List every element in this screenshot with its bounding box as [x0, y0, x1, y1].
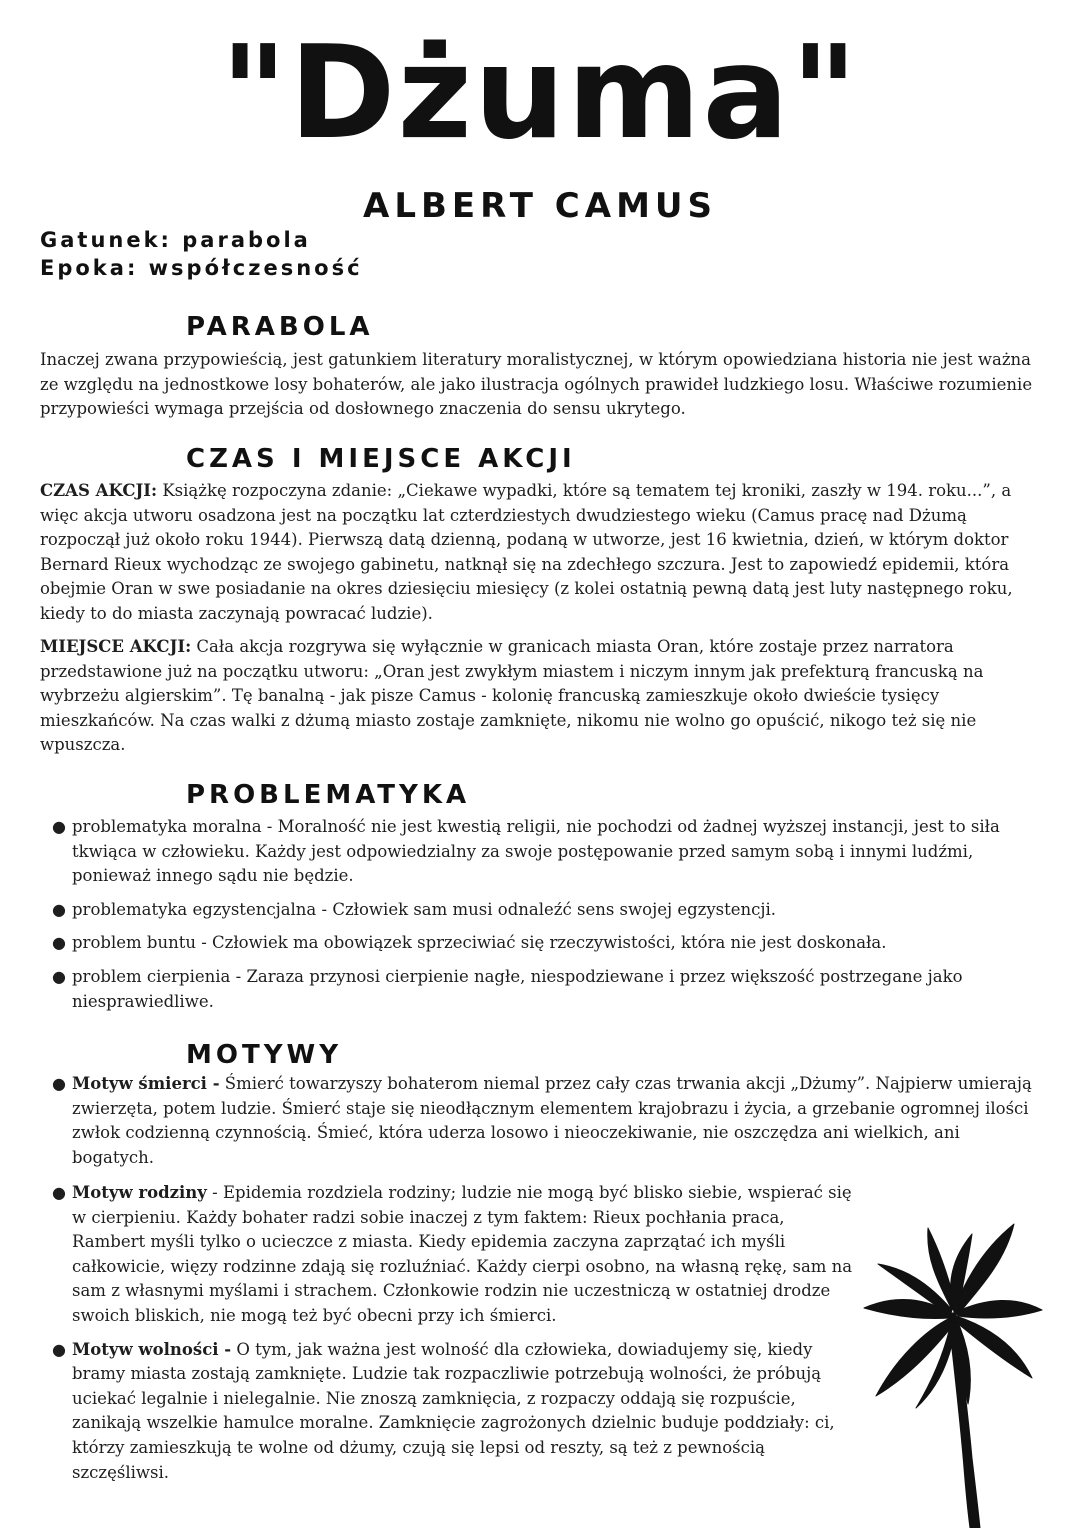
czas-akcji-label: CZAS AKCJI: [40, 481, 158, 500]
bullet-icon: ● [52, 1339, 66, 1359]
list-item [40, 898, 1040, 923]
bullet-icon: ● [52, 899, 66, 919]
list-item [40, 1072, 1040, 1170]
parabola-text: Inaczej zwana przypowieścią, jest gatunkiem literatury moralistycznej, w którym opowiedziana historia nie jest ważna ze względu na jednostkowe losy bohaterów, ale jako ilustracja ogólnych prawideł ludzkiego losu. Właściwe rozumienie przypowieści wymaga przejścia od dosłownego znaczenia do sensu ukrytego. [40, 350, 1033, 419]
list-item [40, 1181, 860, 1329]
motyw-label: Motyw wolności - [72, 1339, 232, 1359]
motywy-list-2 [40, 1181, 860, 1485]
motyw-text: Śmierć towarzyszy bohaterom niemal przez cały czas trwania akcji „Dżumy”. Najpierw umierają zwierzęta, potem ludzie. Śmierć staje się nieodłącznym elementem krajobrazu i życia, a grzebanie ogromnej ilości zwłok codzienną czynnością. Śmieć, która uderza losowo i nieoczekiwanie, nie oszczędza ani wielkich, ani bogatych. [72, 1074, 1032, 1167]
problematyka-list [40, 815, 1040, 1014]
list-item [40, 965, 1040, 1014]
problematyka-item-text: problematyka moralna - Moralność nie jest kwestią religii, nie pochodzi od żadnej wyższej instancji, jest to siła tkwiąca w człowieku. Każdy jest odpowiedzialny za swoje postępowanie przed samym sobą i innymi ludźmi, ponieważ innego sądu nie będzie. [72, 817, 1000, 886]
miejsce-akcji-paragraph [40, 635, 1040, 758]
czas-akcji-paragraph [40, 479, 1040, 627]
heading-parabola: PARABOLA [186, 312, 374, 342]
document-title: "Dżuma" [220, 19, 860, 168]
meta-info [40, 226, 363, 282]
list-item [40, 1338, 860, 1486]
palm-tree-icon [856, 1218, 1046, 1528]
motyw-label: Motyw rodziny [72, 1183, 207, 1202]
czas-akcji-text: Książkę rozpoczyna zdanie: „Ciekawe wypadki, które są tematem tej kroniki, zaszły w 194. roku...”, a więc akcja utworu osadzona jest na początku lat czterdziestych dwudziestego wieku (Camus pracę nad Dżumą rozpoczął już około roku 1944). Pierwszą datą dzienną, podaną w utworze, jest 16 kwietnia, dzień, w którym doktor Bernard Rieux wychodząc ze swojego gabinetu, natknął się na zdechłego szczura. Jest to zapowiedź epidemii, która obejmie Oran w swe posiadanie na okres dziesięciu miesięcy (z kolei ostatnią pewną datą jest luty następnego roku, kiedy to do miasta zaczynają powracać ludzie). [40, 481, 1013, 623]
list-item [40, 815, 1040, 889]
heading-problematyka: PROBLEMATYKA [186, 780, 471, 810]
problematyka-item-text: problem cierpienia - Zaraza przynosi cierpienie nagłe, niespodziewane i przez większość postrzegane jako niesprawiedliwe. [72, 966, 963, 1011]
motyw-text: O tym, jak ważna jest wolność dla człowieka, dowiadujemy się, kiedy bramy miasta zostają zamknięte. Ludzie tak rozpaczliwie potrzebują wolności, że próbują uciekać legalnie i nielegalnie. Nie znoszą zamknięcia, z rozpaczy oddają się rozpuście, zanikają wszelkie hamulce moralne. Zamknięcie zagrożonych dzielnic buduje poddziały: ci, którzy zamieszkują te wolne od dżumy, czują się lepsi od reszty, są też z pewnością szczęśliwsi. [72, 1339, 835, 1482]
miejsce-akcji-label: MIEJSCE AKCJI: [40, 637, 192, 656]
miejsce-akcji-text: Cała akcja rozgrywa się wyłącznie w granicach miasta Oran, które zostaje przez narratora przedstawione już na początku utworu: „Oran jest zwykłym miastem i niczym innym jak prefekturą francuską na wybrzeżu algierskim”. Tę banalną - jak pisze Camus - kolonię francuską zamieszkuje około dwieście tysięcy mieszkańców. Na czas walki z dżumą miasto zostaje zamknięte, nikomu nie wolno go opuścić, nikogo też się nie wpuszcza. [40, 637, 984, 755]
motyw-text: - Epidemia rozdziela rodziny; ludzie nie mogą być blisko siebie, wspierać się w cierpieniu. Każdy bohater radzi sobie inaczej z tym faktem: Rieux pochłania praca, Rambert myśli tylko o ucieczce z miasta. Kiedy epidemia zaczyna zaprzątać ich myśli całkowicie, więzy rodzinne zdają się rozluźniać. Każdy cierpi osobno, na własną rękę, sam na sam z własnymi myślami i strachem. Członkowie rodzin nie uczestniczą w ostatniej drodze swoich bliskich, nie mogą też być obecni przy ich śmierci. [72, 1183, 853, 1325]
bullet-icon: ● [52, 966, 66, 986]
motyw-label: Motyw śmierci - [72, 1074, 220, 1093]
heading-czas-miejsce: CZAS I MIEJSCE AKCJI [186, 444, 576, 474]
genre-line: Gatunek: parabola [40, 228, 311, 252]
list-item [40, 931, 1040, 956]
author-name: ALBERT CAMUS [363, 186, 717, 226]
epoch-line: Epoka: współczesność [40, 256, 363, 280]
heading-motywy: MOTYWY [186, 1040, 343, 1070]
bullet-icon: ● [52, 1183, 66, 1202]
motywy-list-1 [40, 1072, 1040, 1170]
bullet-icon: ● [52, 1074, 66, 1093]
bullet-icon: ● [52, 933, 66, 953]
bullet-icon: ● [52, 817, 66, 836]
problematyka-item-text: problem buntu - Człowiek ma obowiązek sprzeciwiać się rzeczywistości, która nie jest doskonała. [72, 933, 887, 953]
problematyka-item-text: problematyka egzystencjalna - Człowiek sam musi odnaleźć sens swojej egzystencji. [72, 899, 777, 919]
